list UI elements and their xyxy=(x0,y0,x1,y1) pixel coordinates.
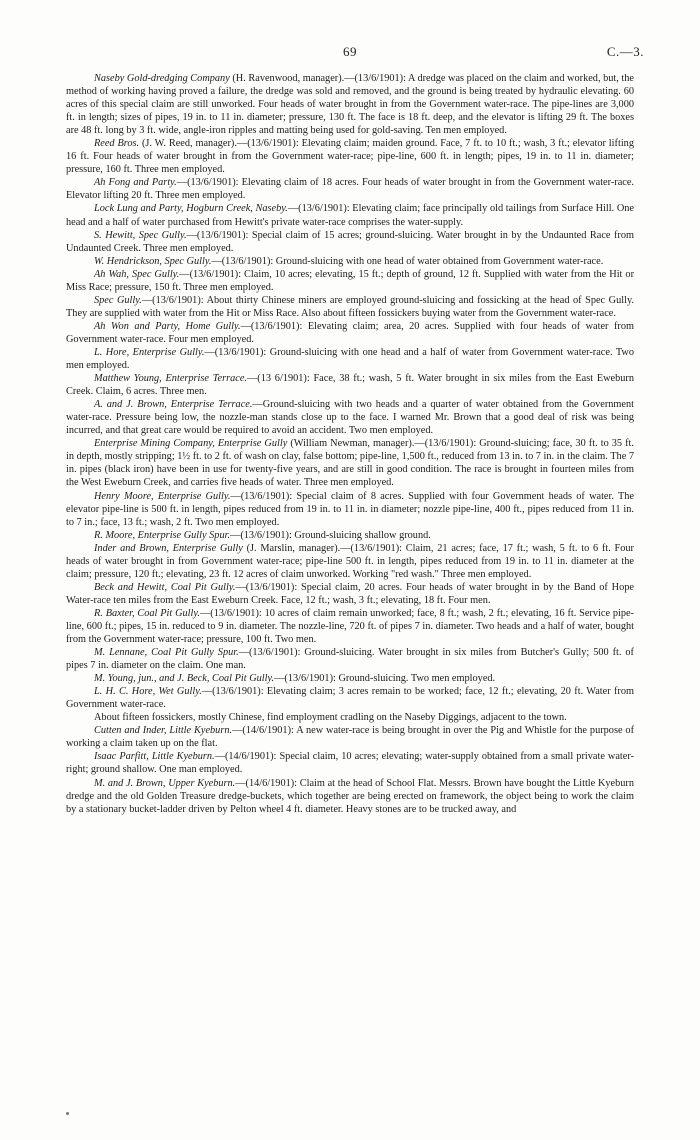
paragraph-text: (J. W. Reed, manager).—(13/6/1901): Elevating claim; maiden ground. Face, 7 ft. to 10 ft.; wash, 3 ft.; elevator lifting 16 ft. Four heads of water brought in from the Government water-race; pipe-line, 600 ft. in length; pipes, 19 in. to 11 in. diameter; pressure, 160 ft. Three men employed. xyxy=(66,138,634,176)
paragraph-text: (H. Ravenwood, manager).—(13/6/1901): A dredge was placed on the claim and worked, but, the method of working having proved a failure, the dredge was sold and removed, and the ground is being treated by hydraulic elevating. 60 acres of this special claim are still unworked. Four heads of water brought in from the Government water-race. The pipe-lines are 3,000 ft. in length; sizes of pipes, 19 in. to 11 in. diameter; pressure, 130 ft. The face is 18 ft. deep, and the elevator is lifting 29 ft. The boxes are 48 ft. long by 3 ft. wide, angle-iron ripples and matting being used for gold-saving. Ten men employed. xyxy=(66,73,635,137)
paragraph-text: —(13/6/1901): About thirty Chinese miners are employed ground-sluicing and fossicking at the head of Spec Gully. They are supplied with water from the Hit or Miss Race. Also about fifteen fossickers buying water from the Government water-race. xyxy=(66,294,634,319)
paragraph xyxy=(66,777,634,816)
paragraph xyxy=(66,437,634,489)
paragraph-lead: Inder and Brown, Enterprise Gully xyxy=(94,542,243,554)
paragraph xyxy=(66,202,634,228)
paragraph-text: —(13/6/1901): Elevating claim of 18 acres. Four heads of water brought in from the Government water-race. Elevator lifting 20 ft. Three men employed. xyxy=(66,177,634,202)
paragraph-text: —(13/6/1901): Ground-sluicing with one head of water obtained from Government water-race. xyxy=(211,255,604,267)
page-number: 69 xyxy=(343,44,357,59)
body-text xyxy=(66,72,634,816)
paragraph-text: —(13/6/1901): Ground-sluicing shallow ground. xyxy=(230,529,431,541)
paragraph-text: About fifteen fossickers, mostly Chinese, find employment cradling on the Naseby Diggings, adjacent to the town. xyxy=(94,712,567,724)
paragraph xyxy=(66,320,634,346)
paragraph xyxy=(66,372,634,398)
paragraph-text: —(14/6/1901): A new water-race is being brought in over the Pig and Whistle for the purpose of working a claim taken up on the flat. xyxy=(66,725,635,750)
paragraph-lead: W. Hendrickson, Spec Gully. xyxy=(94,255,212,267)
paragraph-text: —(13/6/1901): 10 acres of claim remain unworked; face, 8 ft.; wash, 2 ft.; elevating, 16 ft. Service pipe-line, 600 ft.; pipes, 15 in. reduced to 9 in. diameter. The nozzle-line, 720 ft. of pipes 7 in. diameter. Two heads and a half of water, bought from the Government water-race; pressure, 100 ft. Two men. xyxy=(66,607,634,646)
paragraph-text: —(14/6/1901): Claim at the head of School Flat. Messrs. Brown have bought the Little Kyeburn dredge and the old Golden Treasure dredge-buckets, which together are being erected on framework, the object being to work the claim by a stationary bucket-ladder driven by Pelton wheel 4 ft. diameter. Heavy stones are to be trucked away, and xyxy=(66,777,634,815)
paragraph-text: —(13/6/1901): Ground-sluicing. Two men employed. xyxy=(274,673,496,685)
paragraph xyxy=(66,137,634,176)
paragraph-text: (J. Marslin, manager).—(13/6/1901): Claim, 21 acres; face, 17 ft.; wash, 5 ft. to 6 ft. Four heads of water brought in from Government water-race; pipe-line 500 ft. in length, pipes reduced from 19 in. to 11 in. diameter at the claim; pressure, 120 ft.; elevating, 23 ft. 12 acres of claim unworked. Working "red wash." Three men employed. xyxy=(66,542,634,580)
paragraph-lead: A. and J. Brown, Enterprise Terrace. xyxy=(94,399,253,411)
paragraph-lead: Isaac Parfitt, Little Kyeburn. xyxy=(94,751,215,763)
paragraph-text: —(13/6/1901): Special claim, 20 acres. Four heads of water brought in by the Band of Hope Water-race ten miles from the East Eweburn Creek. Face, 12 ft.; wash, 3 ft.; elevating, 18 ft. Four men. xyxy=(66,581,634,606)
paragraph-lead: L. Hore, Enterprise Gully. xyxy=(94,346,205,358)
paragraph xyxy=(66,398,634,437)
paragraph xyxy=(66,294,634,320)
paragraph-lead: Ah Won and Party, Home Gully. xyxy=(94,320,241,332)
paragraph-lead: Reed Bros. xyxy=(94,138,140,150)
paragraph-lead: Matthew Young, Enterprise Terrace. xyxy=(94,373,247,385)
paragraph-lead: Ah Fong and Party. xyxy=(94,177,177,189)
paragraph-lead: Spec Gully. xyxy=(94,294,142,306)
paragraph-lead: Naseby Gold-dredging Company xyxy=(94,73,230,84)
paragraph xyxy=(66,176,634,202)
paragraph xyxy=(66,685,634,711)
paragraph-lead: Ah Wah, Spec Gully. xyxy=(94,268,180,280)
paragraph-text: —(13/6/1901): Elevating claim; area, 20 acres. Supplied with four heads of water from Government water-race. Four men employed. xyxy=(66,320,634,345)
paragraph-text: —(13 6/1901): Face, 38 ft.; wash, 5 ft. Water brought in six miles from the East Eweburn Creek. Claim, 6 acres. Three men. xyxy=(66,373,635,398)
paragraph-text: —(13/6/1901): Elevating claim; face principally old tailings from Surface Hill. One head and a half of water purchased from Hewitt's private water-race comprises the water-supply. xyxy=(66,203,635,228)
paragraph-lead: M. and J. Brown, Upper Kyeburn. xyxy=(94,777,236,789)
paragraph xyxy=(66,672,634,685)
paragraph xyxy=(66,581,634,607)
paragraph xyxy=(66,255,634,268)
paragraph xyxy=(66,542,634,581)
paragraph xyxy=(66,724,634,750)
document-reference: C.—3. xyxy=(606,44,644,59)
paragraph-lead: Cutten and Inder, Little Kyeburn. xyxy=(94,725,233,737)
paragraph-lead: S. Hewitt, Spec Gully. xyxy=(94,229,187,241)
paragraph-lead: R. Moore, Enterprise Gully Spur. xyxy=(94,529,231,541)
paragraph-lead: Enterprise Mining Company, Enterprise Gully xyxy=(94,438,288,450)
paragraph-text: —(13/6/1901): Ground-sluicing. Water brought in six miles from Butcher's Gully; 500 ft. of pipes 7 in. diameter on the claim. One man. xyxy=(66,647,634,672)
paragraph xyxy=(66,346,634,372)
margin-dot xyxy=(66,1112,69,1115)
paragraph xyxy=(66,607,634,646)
paragraph-text: —(13/6/1901): Special claim of 8 acres. Supplied with four Government heads of water. The elevator pipe-line is 500 ft. in length, pipes reduced from 19 in. to 11 in. in diameter; nozzle pipe-line, 400 ft., pipes reduced from 11 in. to 7 in.; face, 13 ft.; wash, 2 ft. Two men employed. xyxy=(66,490,634,528)
paragraph-lead: Lock Lung and Party, Hogburn Creek, Naseby. xyxy=(94,203,288,215)
paragraph-text: —(13/6/1901): Elevating claim; 3 acres remain to be worked; face, 12 ft.; elevating, 20 ft. Water from Government water-race. xyxy=(66,686,634,711)
paragraph-text: —Ground-sluicing with two heads and a quarter of water obtained from the Government water-race. Pressure being low, the nozzle-man stands close up to the face. I warned Mr. Brown that a good deal of risk was being incurred, and that great care would be required to avoid an accident. Two men employed. xyxy=(66,399,634,437)
paragraph-lead: Henry Moore, Enterprise Gully. xyxy=(94,490,231,502)
paragraph-text: —(14/6/1901): Special claim, 10 acres; elevating; water-supply obtained from a small private water-right; ground shallow. One man employed. xyxy=(66,751,635,776)
paragraph-lead: M. Lennane, Coal Pit Gully Spur. xyxy=(94,647,239,659)
paragraph-text: (William Newman, manager).—(13/6/1901): Ground-sluicing; face, 30 ft. to 35 ft. in depth, mostly stripping; 1½ ft. to 2 ft. of wash on clay, false bottom; pipe-line, 1,500 ft., reduced from 13 in. to 7 in. in the claim. The 7 in. pipes (black iron) have been in use for twenty-five years, and are still in good condition. The race is brought in fourteen miles from the West Eweburn Creek, and carries five heads of water. Three men employed. xyxy=(66,438,634,489)
paragraph xyxy=(66,711,634,724)
paragraph xyxy=(66,490,634,529)
paragraph-lead: L. H. C. Hore, Wet Gully. xyxy=(94,686,202,698)
paragraph xyxy=(66,268,634,294)
paragraph xyxy=(66,229,634,255)
paragraph-text: —(13/6/1901): Ground-sluicing with one head and a half of water from Government water-race. Two men employed. xyxy=(66,346,634,372)
paragraph xyxy=(66,529,634,542)
paragraph xyxy=(66,646,634,672)
paragraph-lead: Beck and Hewitt, Coal Pit Gully. xyxy=(94,581,236,593)
paragraph xyxy=(66,72,634,137)
paragraph xyxy=(66,750,634,776)
paragraph-lead: M. Young, jun., and J. Beck, Coal Pit Gully. xyxy=(94,673,275,685)
paragraph-text: —(13/6/1901): Special claim of 15 acres; ground-sluicing. Water brought in by the Undaunted Race from Undaunted Creek. Three men employed. xyxy=(66,229,634,254)
paragraph-lead: R. Baxter, Coal Pit Gully. xyxy=(94,607,200,619)
paragraph-text: —(13/6/1901): Claim, 10 acres; elevating, 15 ft.; depth of ground, 12 ft. Supplied with water from the Hit or Miss Race; pressure, 150 ft. Three men employed. xyxy=(66,268,634,293)
